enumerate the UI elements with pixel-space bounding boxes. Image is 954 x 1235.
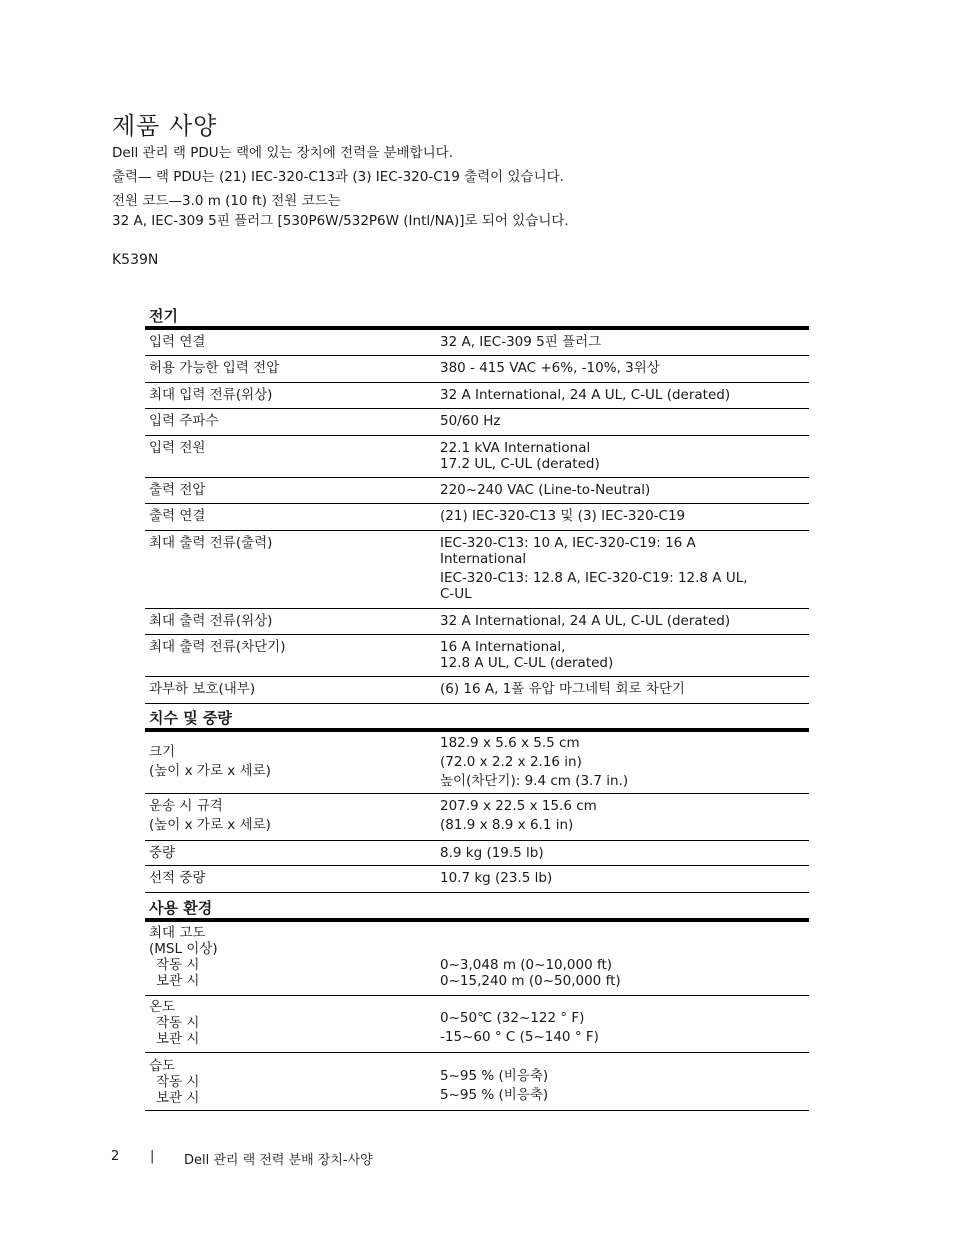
- spec-label: [145, 922, 440, 995]
- spec-label-line: 최대 고도: [149, 925, 206, 941]
- section-header-environment: [145, 895, 809, 918]
- spec-label: [145, 1053, 440, 1110]
- spec-value: 32 A International, 24 A UL, C-UL (derated): [440, 387, 731, 403]
- section-header-dimensions: [145, 705, 809, 728]
- spec-value-line: IEC-320-C13: 10 A, IEC-320-C19: 16 A: [440, 535, 696, 551]
- spec-value: [440, 1053, 809, 1110]
- section-title: 사용 환경: [149, 899, 213, 917]
- spec-value-line: C-UL: [440, 586, 472, 602]
- spec-value-line: 182.9 x 5.6 x 5.5 cm: [440, 735, 580, 751]
- spec-label: 과부하 보호(내부): [149, 681, 256, 697]
- model-number: K539N: [112, 252, 159, 268]
- spec-row: [145, 356, 809, 383]
- spec-row: [145, 330, 809, 356]
- spec-label-line: 보관 시: [156, 1031, 200, 1047]
- spec-label: 최대 출력 전류(출력): [149, 535, 273, 551]
- spec-value: 32 A International, 24 A UL, C-UL (derated): [440, 613, 731, 629]
- spec-label-line: 보관 시: [156, 973, 200, 989]
- spec-value-line: 17.2 UL, C-UL (derated): [440, 456, 600, 472]
- spec-label-line: 습도: [149, 1058, 176, 1074]
- intro-line-4: 32 A, IEC-309 5핀 플러그 [530P6W/532P6W (Intl/NA)]로 되어 있습니다.: [112, 213, 569, 229]
- spec-value: 32 A, IEC-309 5핀 플러그: [440, 334, 602, 350]
- spec-value-line: IEC-320-C13: 12.8 A, IEC-320-C19: 12.8 A UL,: [440, 570, 748, 586]
- spec-label-line: 작동 시: [156, 1015, 200, 1031]
- intro-line-3: 전원 코드—3.0 m (10 ft) 전원 코드는: [112, 193, 341, 209]
- spec-label: [145, 732, 440, 793]
- spec-value: [440, 794, 809, 840]
- spec-row: [145, 635, 809, 677]
- environment-spec-table: [145, 895, 809, 1111]
- dimensions-spec-table: [145, 705, 809, 893]
- spec-label-line: 온도: [149, 999, 176, 1015]
- spec-value-line: 높이(차단기): 9.4 cm (3.7 in.): [440, 773, 629, 789]
- spec-value-line: -15~60 ° C (5~140 ° F): [440, 1029, 599, 1045]
- spec-value: (6) 16 A, 1폴 유압 마그네틱 회로 차단기: [440, 681, 685, 697]
- spec-label-line: (높이 x 가로 x 세로): [149, 817, 271, 833]
- spec-value-line: 12.8 A UL, C-UL (derated): [440, 655, 614, 671]
- spec-value-line: 5~95 % (비응축): [440, 1068, 549, 1084]
- spec-row: [145, 677, 809, 704]
- spec-value: 10.7 kg (23.5 lb): [440, 870, 553, 886]
- spec-row: [145, 841, 809, 866]
- spec-row: [145, 531, 809, 609]
- section-title: 치수 및 중량: [149, 709, 232, 727]
- spec-row-altitude: [145, 922, 809, 996]
- spec-value-line: (72.0 x 2.2 x 2.16 in): [440, 754, 582, 770]
- spec-value-line: 16 A International,: [440, 639, 566, 655]
- spec-row-humidity: [145, 1053, 809, 1111]
- page-title: 제품 사양: [112, 112, 218, 140]
- spec-label-line: 작동 시: [156, 957, 200, 973]
- spec-label: 입력 전원: [149, 440, 206, 456]
- spec-value-line: 0~50℃ (32~122 ° F): [440, 1010, 585, 1026]
- spec-value-line: (81.9 x 8.9 x 6.1 in): [440, 817, 574, 833]
- footer-separator: |: [150, 1149, 155, 1164]
- spec-row: [145, 609, 809, 635]
- spec-row: [145, 436, 809, 478]
- spec-label: 최대 입력 전류(위상): [149, 387, 273, 403]
- spec-label: 출력 전압: [149, 482, 206, 498]
- intro-line-1: Dell 관리 랙 PDU는 랙에 있는 장치에 전력을 분배합니다.: [112, 145, 454, 161]
- spec-row: [145, 383, 809, 409]
- spec-label-line: 보관 시: [156, 1090, 200, 1106]
- spec-value-line: 207.9 x 22.5 x 15.6 cm: [440, 798, 597, 814]
- spec-label-line: 작동 시: [156, 1074, 200, 1090]
- spec-label: 최대 출력 전류(위상): [149, 613, 273, 629]
- section-title: 전기: [149, 307, 178, 325]
- page-number: 2: [111, 1149, 120, 1164]
- spec-label: 입력 연결: [149, 334, 206, 350]
- spec-value: 8.9 kg (19.5 lb): [440, 845, 544, 861]
- spec-label: 허용 가능한 입력 전압: [149, 360, 280, 376]
- spec-value: [440, 732, 809, 793]
- spec-label: 입력 주파수: [149, 413, 219, 429]
- spec-label-line: (MSL 이상): [149, 941, 218, 957]
- spec-value: [440, 436, 809, 477]
- spec-value: [440, 922, 809, 995]
- spec-label: [145, 794, 440, 840]
- spec-value-line: 0~3,048 m (0~10,000 ft): [440, 957, 613, 973]
- electrical-spec-table: [145, 303, 809, 704]
- spec-value: [440, 635, 809, 676]
- spec-value-line: International: [440, 551, 527, 567]
- spec-row-temperature: [145, 996, 809, 1053]
- intro-line-2: 출력— 랙 PDU는 (21) IEC-320-C13과 (3) IEC-320-C19 출력이 있습니다.: [112, 169, 564, 185]
- spec-value: 50/60 Hz: [440, 413, 501, 429]
- spec-row: [145, 504, 809, 531]
- spec-value-line: 0~15,240 m (0~50,000 ft): [440, 973, 621, 989]
- spec-label-line: 운송 시 규격: [149, 798, 223, 814]
- spec-row: [145, 409, 809, 436]
- spec-row: [145, 732, 809, 794]
- spec-value: (21) IEC-320-C13 및 (3) IEC-320-C19: [440, 508, 686, 524]
- spec-row: [145, 478, 809, 504]
- spec-row: [145, 794, 809, 841]
- spec-label-line: (높이 x 가로 x 세로): [149, 763, 271, 779]
- spec-label: 중량: [149, 845, 176, 861]
- spec-value: [440, 531, 809, 608]
- spec-row: [145, 866, 809, 893]
- spec-label: 최대 출력 전류(차단기): [149, 639, 286, 655]
- section-header-electrical: [145, 303, 809, 326]
- spec-label: 출력 연결: [149, 508, 206, 524]
- spec-label-line: 크기: [149, 744, 176, 760]
- spec-value: 220~240 VAC (Line-to-Neutral): [440, 482, 651, 498]
- footer-doc-title: Dell 관리 랙 전력 분배 장치-사양: [184, 1153, 373, 1168]
- spec-value-line: 5~95 % (비응축): [440, 1087, 549, 1103]
- spec-label: 선적 중량: [149, 870, 206, 886]
- spec-label: [145, 996, 440, 1052]
- spec-value: [440, 996, 809, 1052]
- spec-value-line: 22.1 kVA International: [440, 440, 591, 456]
- spec-value: 380 - 415 VAC +6%, -10%, 3위상: [440, 360, 660, 376]
